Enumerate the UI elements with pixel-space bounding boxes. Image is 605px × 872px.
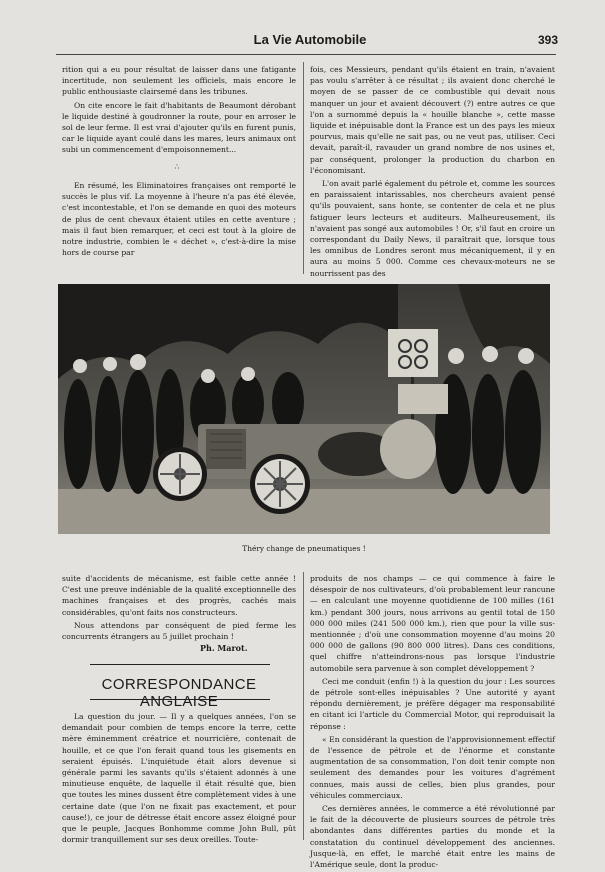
article-text-column2-top — [310, 64, 555, 281]
paragraph: L'on avait parlé également du pétrole et, comme les sources en paraissaient intarissables, nos chercheurs avaient pensé qu'ils pouvaient, sans honte, se contenter de cela et ne plus fatiguer leurs lecteurs et auditeurs. Malheureusement, ils n'avaient pas songé aux automobiles ! Or, s'il faut en croire un correspondant du Daily News, il paraîtrait que, lorsque tous les omnibus de Londres seront mus mécaniquement, il y en aura au moins 5 000. Comme ces chevaux-moteurs ne se nourrissent pas des — [310, 179, 555, 278]
section-rule — [90, 664, 270, 665]
photo-illustration — [58, 284, 550, 534]
journal-title: La Vie Automobile — [253, 32, 367, 47]
section-rule — [90, 699, 270, 700]
article-signature: Ph. Marot. — [200, 643, 248, 653]
paragraph: Ceci me conduit (enfin !) à la question du jour : Les sources de pétrole sont-elles inépuisables ? Une autorité y ayant répondu dernièrement, je préfère dégager ma responsabilité en citant ici l'article du Commercial Motor, qui reproduisait la réponse : — [310, 676, 555, 731]
paragraph: On cite encore le fait d'habitants de Beaumont dérobant le liquide destiné à goudronner la route, pour en arroser le sol de leur ferme. Il est vrai d'ajouter qu'ils en furent punis, car le liquide ayant coulé dans les mares, leurs animaux ont subi un commencement d'empoisonnement... — [62, 100, 296, 155]
paragraph: fois, ces Messieurs, pendant qu'ils étaient en train, n'avaient pas voulu s'arrêter à ce résultat ; ils avaient donc cherché le moyen de se passer de ce combustible qui devait nous manquer un jour et avaient découvert (?) entre autres ce que l'on a surnommé depuis la « houille blanche », cette masse liquide et inépuisable dont la France est un des pays les mieux pourvus, mais qu'elle ne sait pas, ou ne veut pas, utiliser. Ceci devait, paraît-il, ravauder un grand nombre de nos usines et, par conséquent, prolonger la production du charbon en l'économisant. — [310, 65, 555, 175]
race-car-photo — [58, 284, 550, 534]
paragraph: produits de nos champs — ce qui commence à faire le désespoir de nos cultivateurs, d'où probablement leur rancune — en calculant une moyenne quotidienne de 100 milles (161 km.) pendant 300 jours, nous arrivons au gentil total de 150 000 000 miles (241 500 000 km.), rien que pour la ville sus-mentionnée ; d'où une consommation moyenne d'au moins 20 000 000 de gallons (90 800 000 litres). Dans ces conditions, quel chiffre n'atteindrons-nous pas lorsque l'industrie automobile sera parvenue à son complet développement ? — [310, 574, 555, 673]
correspondance-text-column1 — [62, 711, 296, 847]
paragraph: Ces dernières années, le commerce a été révolutionné par le fait de la découverte de plusieurs sources de pétrole très abondantes dans différentes parties du monde et la constatation du continuel développement des anciennes. Jusque-là, en effet, le marché était entre les mains de l'Amérique seule, dont la produc- — [310, 804, 555, 870]
paragraph: rition qui a eu pour résultat de laisser dans une fatigante incertitude, non seulement les officiels, mais encore le public enthousiaste clairsemé dans les tribunes. — [62, 65, 296, 97]
header-rule — [56, 54, 556, 55]
article-text-column1-bottom — [62, 573, 296, 644]
paragraph: Nous attendons par conséquent de pied ferme les concurrents étrangers au 5 juillet prochain ! — [62, 620, 296, 642]
section-separator: ∴ — [174, 163, 182, 171]
paragraph: suite d'accidents de mécanisme, est faible cette année ! C'est une preuve indéniable de la qualité exceptionnelle des machines françaises et des progrès, cachés mais considérables, qu'ont faits nos constructeurs. — [62, 574, 296, 617]
article-text-column1-mid — [62, 180, 296, 260]
correspondance-text-column2 — [310, 573, 555, 872]
paragraph: En résumé, les Eliminatoires françaises ont remporté le succès le plus vif. La moyenne à l'heure n'a pas été élevée, c'est incontestable, et l'on se demande en quoi des moteurs de plus de cent chevaux étaient utiles en cette aventure ; mais il faut bien remarquer, et ceci est tout à la gloire de notre industrie, combien le « déchet », c'est-à-dire la mise hors de course par — [62, 181, 296, 258]
section-title: CORRESPONDANCE ANGLAISE — [101, 676, 257, 710]
page-number: 393 — [537, 33, 558, 47]
paragraph: « En considérant la question de l'approvisionnement effectif de l'essence de pétrole et de l'énorme et constante augmentation de sa consommation, l'on doit tenir compte non seulement des demandes pour les voitures d'agrément connues, mais aussi de celles, bien plus grandes, pour véhicules commerciaux. — [310, 734, 555, 800]
paragraph: La question du jour. — Il y a quelques années, l'on se demandait pour combien de temps encore la terre, cette mère éminemment créatrice et nourricière, contenait de houille, et ce que l'on ferait quand tous les gisements en seraient épuisés. L'inquiétude était alors devenue si générale parmi les savants qu'ils s'étaient adonnés à une minutieuse enquête, de laquelle il était résulté que, bien que toutes les mines dussent être complètement vides à une certaine date (que l'on ne fixait pas exactement, et pour cause!), ce jour de détresse était encore assez éloigné pour que le peuple, Jacques Bonhomme comme John Bull, pût dormir tranquillement sur ses deux oreilles. Toute- — [62, 712, 296, 845]
photo-caption: Théry change de pneumatiques ! — [242, 544, 366, 553]
column-divider — [303, 62, 304, 274]
article-text-column1-top — [62, 64, 296, 158]
page-header — [62, 32, 558, 54]
column-divider — [303, 572, 304, 840]
